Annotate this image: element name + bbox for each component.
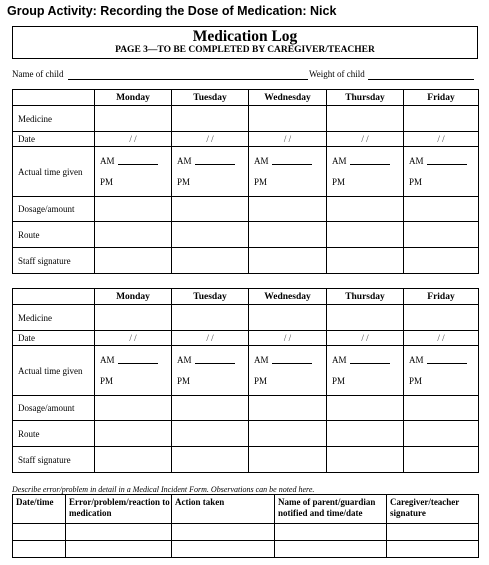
log-title: Medication Log <box>192 28 298 45</box>
route-cell[interactable] <box>249 222 327 248</box>
am-label: AM <box>100 156 115 166</box>
row-label-dosage: Dosage/amount <box>13 197 95 222</box>
dosage-cell[interactable] <box>95 197 172 222</box>
medicine-cell[interactable] <box>172 106 249 132</box>
time-cell[interactable] <box>95 346 172 396</box>
day-header: Monday <box>95 90 172 106</box>
staff-cell[interactable] <box>327 248 404 274</box>
date-cell[interactable]: / / <box>172 132 249 147</box>
time-cell[interactable] <box>327 346 404 396</box>
error-header: Name of parent/guardian notified and time/date <box>275 495 387 524</box>
day-header: Wednesday <box>249 289 327 305</box>
pm-label: PM <box>100 177 114 187</box>
row-label-staff: Staff signature <box>13 447 95 473</box>
am-label: AM <box>177 156 192 166</box>
medicine-cell[interactable] <box>249 106 327 132</box>
error-cell[interactable] <box>13 524 66 541</box>
day-header: Wednesday <box>249 90 327 106</box>
medicine-cell[interactable] <box>327 305 404 331</box>
name-label: Name of child <box>12 69 64 79</box>
row-label-staff: Staff signature <box>13 248 95 274</box>
error-cell[interactable] <box>387 541 479 558</box>
medicine-cell[interactable] <box>404 305 479 331</box>
pm-label: PM <box>254 376 268 386</box>
dosage-cell[interactable] <box>327 396 404 421</box>
day-header: Monday <box>95 289 172 305</box>
route-cell[interactable] <box>327 421 404 447</box>
time-cell[interactable] <box>172 346 249 396</box>
medicine-cell[interactable] <box>95 106 172 132</box>
error-cell[interactable] <box>66 541 172 558</box>
error-header: Action taken <box>172 495 275 524</box>
time-cell[interactable] <box>404 346 479 396</box>
pm-label: PM <box>409 177 423 187</box>
am-label: AM <box>409 355 424 365</box>
day-header: Friday <box>404 90 479 106</box>
error-header: Error/problem/reaction to medication <box>66 495 172 524</box>
day-header: Tuesday <box>172 289 249 305</box>
row-label-route: Route <box>13 421 95 447</box>
log-subtitle: PAGE 3—TO BE COMPLETED BY CAREGIVER/TEACHER <box>115 45 375 55</box>
pm-label: PM <box>177 376 191 386</box>
time-cell[interactable] <box>327 147 404 197</box>
error-table <box>12 494 479 558</box>
error-cell[interactable] <box>172 541 275 558</box>
route-cell[interactable] <box>172 421 249 447</box>
row-label-date: Date <box>13 331 95 346</box>
route-cell[interactable] <box>404 421 479 447</box>
staff-cell[interactable] <box>404 248 479 274</box>
date-cell[interactable]: / / <box>95 132 172 147</box>
error-cell[interactable] <box>275 541 387 558</box>
route-cell[interactable] <box>404 222 479 248</box>
staff-cell[interactable] <box>249 248 327 274</box>
date-cell[interactable]: / / <box>404 331 479 346</box>
error-cell[interactable] <box>387 524 479 541</box>
medicine-cell[interactable] <box>172 305 249 331</box>
am-label: AM <box>100 355 115 365</box>
staff-cell[interactable] <box>172 248 249 274</box>
error-cell[interactable] <box>172 524 275 541</box>
pm-label: PM <box>177 177 191 187</box>
row-label-medicine: Medicine <box>13 305 95 331</box>
error-header: Date/time <box>13 495 66 524</box>
medication-table-2 <box>12 288 479 473</box>
row-label-medicine: Medicine <box>13 106 95 132</box>
row-label-time: Actual time given <box>13 147 95 197</box>
weight-field[interactable] <box>368 79 474 80</box>
day-header: Thursday <box>327 289 404 305</box>
am-label: AM <box>254 156 269 166</box>
dosage-cell[interactable] <box>404 396 479 421</box>
time-cell[interactable] <box>249 147 327 197</box>
date-cell[interactable]: / / <box>327 132 404 147</box>
date-cell[interactable]: / / <box>327 331 404 346</box>
medicine-cell[interactable] <box>327 106 404 132</box>
dosage-cell[interactable] <box>249 396 327 421</box>
medication-table-1 <box>12 89 479 274</box>
error-header: Caregiver/teacher signature <box>387 495 479 524</box>
dosage-cell[interactable] <box>249 197 327 222</box>
child-info-row <box>12 69 478 83</box>
date-cell[interactable]: / / <box>249 132 327 147</box>
am-label: AM <box>409 156 424 166</box>
route-cell[interactable] <box>249 421 327 447</box>
error-cell[interactable] <box>275 524 387 541</box>
staff-cell[interactable] <box>95 248 172 274</box>
row-label-route: Route <box>13 222 95 248</box>
am-label: AM <box>332 355 347 365</box>
time-cell[interactable] <box>172 147 249 197</box>
time-cell[interactable] <box>249 346 327 396</box>
weight-label: Weight of child <box>309 69 365 79</box>
time-cell[interactable] <box>404 147 479 197</box>
day-header: Tuesday <box>172 90 249 106</box>
title-box <box>12 26 478 59</box>
medicine-cell[interactable] <box>249 305 327 331</box>
am-label: AM <box>332 156 347 166</box>
date-cell[interactable]: / / <box>172 331 249 346</box>
medicine-cell[interactable] <box>95 305 172 331</box>
staff-cell[interactable] <box>327 447 404 473</box>
pm-label: PM <box>332 177 346 187</box>
row-label-dosage: Dosage/amount <box>13 396 95 421</box>
route-cell[interactable] <box>95 421 172 447</box>
staff-cell[interactable] <box>404 447 479 473</box>
date-cell[interactable]: / / <box>95 331 172 346</box>
error-cell[interactable] <box>13 541 66 558</box>
date-cell[interactable]: / / <box>249 331 327 346</box>
pm-label: PM <box>409 376 423 386</box>
error-note: Describe error/problem in detail in a Medical Incident Form. Observations can be noted here. <box>12 485 315 494</box>
dosage-cell[interactable] <box>172 396 249 421</box>
day-header: Friday <box>404 289 479 305</box>
date-cell[interactable]: / / <box>404 132 479 147</box>
route-cell[interactable] <box>327 222 404 248</box>
row-label-time: Actual time given <box>13 346 95 396</box>
pm-label: PM <box>332 376 346 386</box>
dosage-cell[interactable] <box>404 197 479 222</box>
pm-label: PM <box>254 177 268 187</box>
dosage-cell[interactable] <box>172 197 249 222</box>
staff-cell[interactable] <box>249 447 327 473</box>
time-cell[interactable] <box>95 147 172 197</box>
route-cell[interactable] <box>95 222 172 248</box>
corner-cell <box>13 289 95 305</box>
name-field[interactable] <box>68 79 308 80</box>
dosage-cell[interactable] <box>95 396 172 421</box>
am-label: AM <box>254 355 269 365</box>
corner-cell <box>13 90 95 106</box>
dosage-cell[interactable] <box>327 197 404 222</box>
am-label: AM <box>177 355 192 365</box>
medicine-cell[interactable] <box>404 106 479 132</box>
day-header: Thursday <box>327 90 404 106</box>
pm-label: PM <box>100 376 114 386</box>
staff-cell[interactable] <box>95 447 172 473</box>
row-label-date: Date <box>13 132 95 147</box>
staff-cell[interactable] <box>172 447 249 473</box>
route-cell[interactable] <box>172 222 249 248</box>
error-cell[interactable] <box>66 524 172 541</box>
page-heading: Group Activity: Recording the Dose of Medication: Nick <box>7 4 337 18</box>
